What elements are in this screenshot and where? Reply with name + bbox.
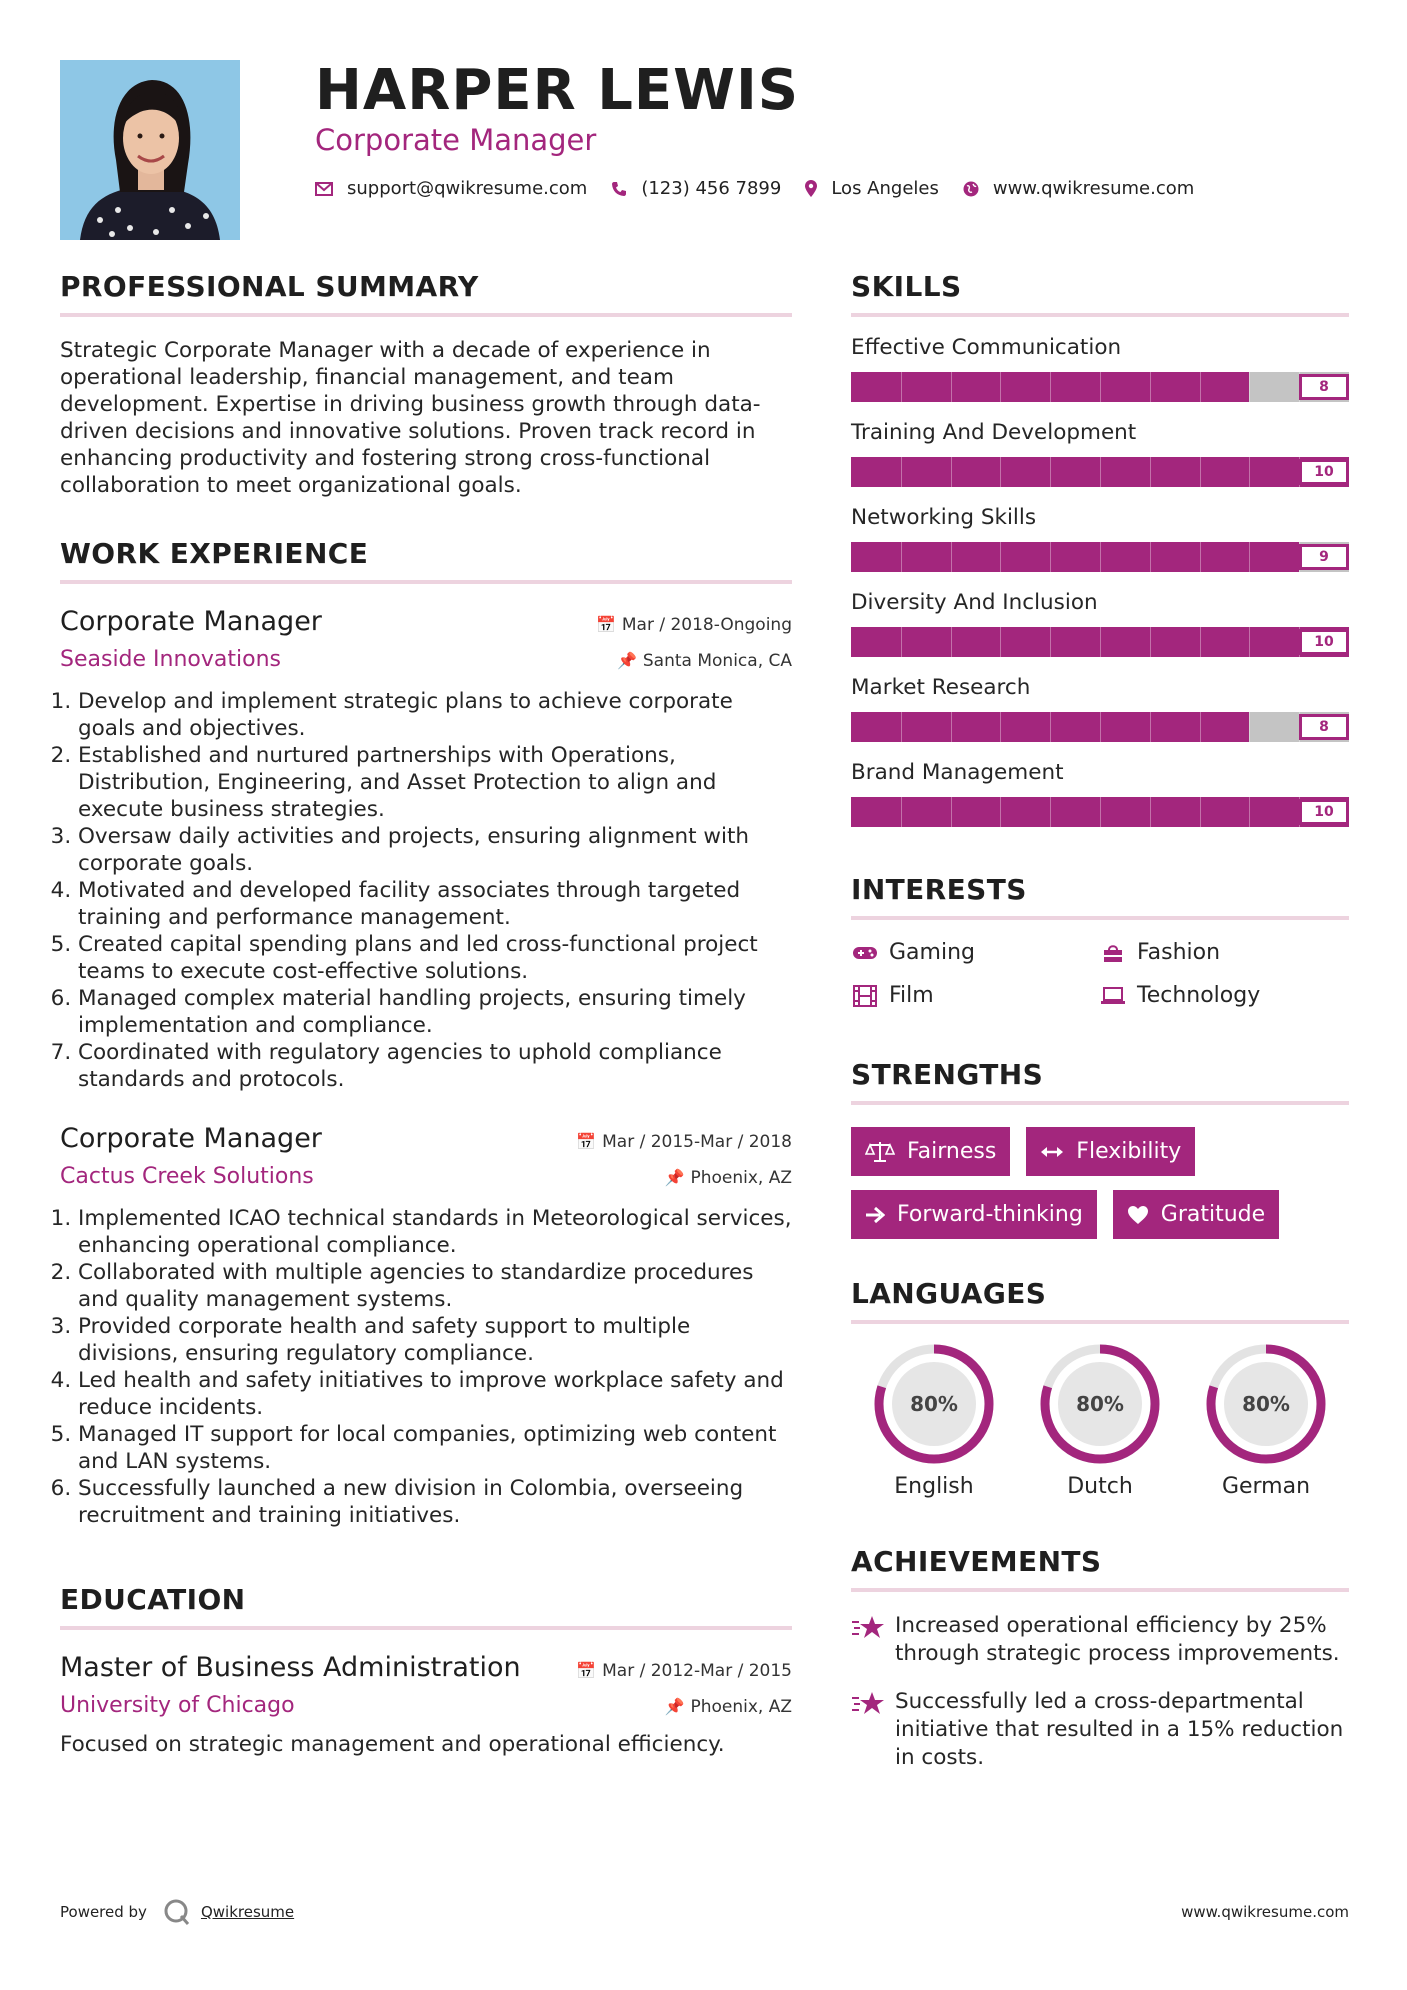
skill-name: Market Research — [851, 675, 1031, 700]
skill-bar-segment — [1000, 372, 1001, 402]
skill-item — [851, 335, 1349, 402]
candidate-name: HARPER LEWIS — [315, 58, 800, 123]
skill-bar-segment — [1050, 372, 1051, 402]
job-dates-text: Mar / 2018-Ongoing — [621, 614, 792, 635]
list-item: 6. Successfully launched a new division in Colombia, overseeing recruitment and training initiatives. — [78, 1475, 792, 1529]
skill-bar-segment — [1150, 627, 1151, 657]
education-dates — [576, 1661, 792, 1681]
skill-bar-segment — [1000, 542, 1001, 572]
list-item: 7. Coordinated with regulatory agencies to uphold compliance standards and protocols. — [78, 1039, 792, 1093]
footer-website[interactable]: www.qwikresume.com — [1181, 1903, 1349, 1921]
skill-bar-segment — [1150, 372, 1151, 402]
job-location-text: Santa Monica, CA — [642, 650, 792, 671]
list-item: 2. Collaborated with multiple agencies to standardize procedures and quality management systems. — [78, 1259, 792, 1313]
list-item: 5. Managed IT support for local companies, optimizing web content and LAN systems. — [78, 1421, 792, 1475]
strength-label: Gratitude — [1160, 1202, 1266, 1227]
strength-label: Forward-thinking — [897, 1202, 1083, 1227]
left-column — [60, 270, 792, 1757]
calendar-icon: 📅 — [576, 1661, 597, 1680]
footer — [60, 1898, 1349, 1926]
list-item: 4. Led health and safety initiatives to improve workplace safety and reduce incidents. — [78, 1367, 792, 1421]
strength-pill — [1026, 1127, 1195, 1176]
star-icon — [851, 1614, 885, 1668]
powered-by-text: Powered by — [60, 1903, 147, 1921]
skill-name: Networking Skills — [851, 505, 1037, 530]
skill-bar-segment — [1200, 457, 1201, 487]
education-dates-text: Mar / 2012-Mar / 2015 — [602, 1660, 792, 1681]
skill-bar-segment — [901, 542, 902, 572]
skill-name: Effective Communication — [851, 335, 1122, 360]
list-item: 1. Implemented ICAO technical standards in Meteorological services, enhancing operational compliance. — [78, 1205, 792, 1259]
envelope-icon — [315, 182, 333, 196]
language-percent: 80% — [1242, 1392, 1290, 1416]
skill-bar — [851, 542, 1349, 572]
skill-bar-segment — [1000, 627, 1001, 657]
school-name: University of Chicago — [60, 1693, 295, 1718]
skill-name: Training And Development — [851, 420, 1137, 445]
skill-bar-segment — [1100, 542, 1101, 572]
skill-bar-segment — [1000, 797, 1001, 827]
job-location — [665, 1168, 792, 1188]
job-dates — [596, 615, 792, 635]
achievements-heading: ACHIEVEMENTS — [851, 1545, 1349, 1592]
summary-heading: PROFESSIONAL SUMMARY — [60, 270, 792, 317]
strength-label: Flexibility — [1076, 1139, 1182, 1164]
job-bullets — [60, 688, 792, 1093]
pushpin-icon: 📌 — [616, 651, 637, 670]
skill-level-badge: 8 — [1299, 714, 1349, 740]
language-ring — [1038, 1342, 1162, 1466]
list-item: 4. Motivated and developed facility associates through targeted training and performance management. — [78, 877, 792, 931]
skill-level-badge: 10 — [1299, 799, 1349, 825]
skill-level-badge: 10 — [1299, 459, 1349, 485]
film-icon — [851, 985, 879, 1007]
achievement-text: Successfully led a cross-departmental initiative that resulted in a 15% reduction in costs. — [895, 1689, 1344, 1770]
skill-bar-segment — [1200, 372, 1201, 402]
education-location — [665, 1697, 792, 1717]
right-column — [851, 270, 1349, 1772]
skill-level-badge: 10 — [1299, 629, 1349, 655]
skill-bar — [851, 457, 1349, 487]
arrows-h-icon — [1040, 1145, 1064, 1159]
skill-bar-segment — [1000, 457, 1001, 487]
skill-bar-segment — [1100, 712, 1101, 742]
interests-list — [851, 940, 1349, 1008]
contact-location: Los Angeles — [831, 178, 939, 199]
language-name: English — [894, 1474, 974, 1499]
star-icon — [851, 1690, 885, 1772]
skill-bar-segment — [1150, 712, 1151, 742]
calendar-icon: 📅 — [576, 1132, 597, 1151]
skill-bar-segment — [951, 457, 952, 487]
skill-bar-segment — [1249, 542, 1250, 572]
achievement-item — [851, 1688, 1349, 1772]
job-location — [617, 651, 792, 671]
shopping-bag-icon — [1099, 942, 1127, 964]
skill-bar-segment — [1249, 372, 1250, 402]
laptop-icon — [1099, 987, 1127, 1005]
job-entry — [60, 606, 792, 1093]
pushpin-icon: 📌 — [664, 1168, 685, 1187]
heart-icon — [1127, 1205, 1149, 1225]
qwikresume-link[interactable]: Qwikresume — [200, 1903, 295, 1921]
map-marker-icon — [805, 180, 817, 197]
strength-pill — [851, 1127, 1010, 1176]
skill-bar-segment — [1050, 797, 1051, 827]
language-ring — [872, 1342, 996, 1466]
job-entry — [60, 1123, 792, 1529]
strength-pill — [851, 1190, 1097, 1239]
skill-bar-segment — [1050, 627, 1051, 657]
skill-level-badge: 9 — [1299, 544, 1349, 570]
skill-item — [851, 675, 1349, 742]
achievement-text: Increased operational efficiency by 25% through strategic process improvements. — [895, 1613, 1340, 1666]
skill-bar-segment — [1200, 797, 1201, 827]
language-item — [1183, 1342, 1349, 1499]
skill-bar-segment — [901, 797, 902, 827]
job-location-text: Phoenix, AZ — [690, 1167, 792, 1188]
skill-bar-segment — [1050, 542, 1051, 572]
summary-text: Strategic Corporate Manager with a decade of experience in operational leadership, financial management, and team development. Expertise in driving business growth through data-driven decisions and innovative solutions. Proven track record in enhancing productivity and fostering strong cross-functional collaboration to meet organizational goals. — [60, 338, 761, 498]
interest-label: Film — [889, 983, 934, 1008]
skill-bar-segment — [901, 457, 902, 487]
skill-bar-segment — [1100, 372, 1101, 402]
skill-name: Diversity And Inclusion — [851, 590, 1098, 615]
skill-bar-segment — [1249, 712, 1250, 742]
skills-heading: SKILLS — [851, 270, 1349, 317]
phone-icon — [611, 181, 627, 197]
job-company: Cactus Creek Solutions — [60, 1164, 314, 1189]
skill-bar-segment — [1200, 627, 1201, 657]
gamepad-icon — [851, 945, 879, 961]
experience-heading: WORK EXPERIENCE — [60, 537, 792, 584]
list-item: 5. Created capital spending plans and led cross-functional project teams to execute cost-effective solutions. — [78, 931, 792, 985]
interest-item — [1099, 983, 1347, 1008]
pushpin-icon: 📌 — [664, 1697, 685, 1716]
skill-bar-segment — [1200, 542, 1201, 572]
skill-bar-segment — [901, 627, 902, 657]
balance-scale-icon — [865, 1141, 895, 1163]
skill-bar-segment — [1050, 457, 1051, 487]
job-title: Corporate Manager — [60, 606, 322, 637]
skill-bar — [851, 372, 1349, 402]
interest-label: Fashion — [1137, 940, 1221, 965]
skill-bar-segment — [1100, 627, 1101, 657]
skill-bar-segment — [951, 372, 952, 402]
interest-item — [851, 940, 1099, 965]
contact-bar — [315, 178, 1218, 199]
skill-bar-segment — [1100, 797, 1101, 827]
achievement-item — [851, 1612, 1349, 1668]
skill-bar — [851, 797, 1349, 827]
languages-list — [851, 1342, 1349, 1499]
job-bullets — [60, 1205, 792, 1529]
skill-bar-segment — [1150, 457, 1151, 487]
interest-label: Technology — [1137, 983, 1261, 1008]
skill-bar — [851, 627, 1349, 657]
language-ring — [1204, 1342, 1328, 1466]
skill-bar-segment — [1249, 627, 1250, 657]
skill-bar-segment — [951, 712, 952, 742]
interest-item — [851, 983, 1099, 1008]
job-title: Corporate Manager — [60, 1123, 322, 1154]
interest-item — [1099, 940, 1347, 965]
skill-bar-segment — [1000, 712, 1001, 742]
language-percent: 80% — [910, 1392, 958, 1416]
education-description: Focused on strategic management and operational efficiency. — [60, 1732, 725, 1757]
language-item — [1017, 1342, 1183, 1499]
strengths-heading: STRENGTHS — [851, 1058, 1349, 1105]
strength-pill — [1113, 1190, 1279, 1239]
language-name: German — [1221, 1474, 1311, 1499]
list-item: 6. Managed complex material handling projects, ensuring timely implementation and compliance. — [78, 985, 792, 1039]
interests-heading: INTERESTS — [851, 873, 1349, 920]
contact-email[interactable]: support@qwikresume.com — [347, 178, 588, 199]
skill-bar-segment — [901, 712, 902, 742]
skill-bar-segment — [1150, 797, 1151, 827]
education-entry — [60, 1652, 792, 1757]
qwikresume-logo-icon — [163, 1898, 191, 1926]
language-name: Dutch — [1067, 1474, 1133, 1499]
skill-bar-segment — [1150, 542, 1151, 572]
job-company: Seaside Innovations — [60, 647, 281, 672]
profile-photo — [60, 60, 240, 240]
skill-bar-segment — [1050, 712, 1051, 742]
skill-level-badge: 8 — [1299, 374, 1349, 400]
list-item: 2. Established and nurtured partnerships with Operations, Distribution, Engineering, and Asset Protection to align and execute business strategies. — [78, 742, 792, 823]
language-percent: 80% — [1076, 1392, 1124, 1416]
skill-bar-segment — [1249, 797, 1250, 827]
contact-phone[interactable]: (123) 456 7899 — [641, 178, 782, 199]
degree-title: Master of Business Administration — [60, 1652, 521, 1683]
language-item — [851, 1342, 1017, 1499]
skill-bar-segment — [1100, 457, 1101, 487]
skill-item — [851, 505, 1349, 572]
strength-label: Fairness — [907, 1139, 997, 1164]
contact-website[interactable]: www.qwikresume.com — [992, 178, 1195, 199]
interest-label: Gaming — [889, 940, 975, 965]
calendar-icon: 📅 — [595, 615, 616, 634]
skill-item — [851, 760, 1349, 827]
arrow-right-icon — [865, 1206, 885, 1224]
skill-bar — [851, 712, 1349, 742]
candidate-title: Corporate Manager — [315, 123, 597, 157]
education-location-text: Phoenix, AZ — [690, 1696, 792, 1717]
skill-bar-segment — [951, 542, 952, 572]
skill-item — [851, 420, 1349, 487]
list-item: 3. Provided corporate health and safety support to multiple divisions, ensuring regulatory compliance. — [78, 1313, 792, 1367]
education-heading: EDUCATION — [60, 1583, 792, 1630]
skill-bar-segment — [901, 372, 902, 402]
skill-bar-fill — [851, 542, 1299, 572]
skill-bar-segment — [1249, 457, 1250, 487]
job-dates — [576, 1132, 792, 1152]
globe-icon — [963, 181, 979, 197]
skill-bar-segment — [951, 627, 952, 657]
skill-bar-segment — [951, 797, 952, 827]
skill-bar-segment — [1200, 712, 1201, 742]
list-item: 3. Oversaw daily activities and projects, ensuring alignment with corporate goals. — [78, 823, 792, 877]
job-dates-text: Mar / 2015-Mar / 2018 — [602, 1131, 792, 1152]
skill-item — [851, 590, 1349, 657]
strengths-list — [851, 1127, 1349, 1239]
skills-list — [851, 335, 1349, 827]
list-item: 1. Develop and implement strategic plans to achieve corporate goals and objectives. — [78, 688, 792, 742]
languages-heading: LANGUAGES — [851, 1277, 1349, 1324]
skill-name: Brand Management — [851, 760, 1064, 785]
